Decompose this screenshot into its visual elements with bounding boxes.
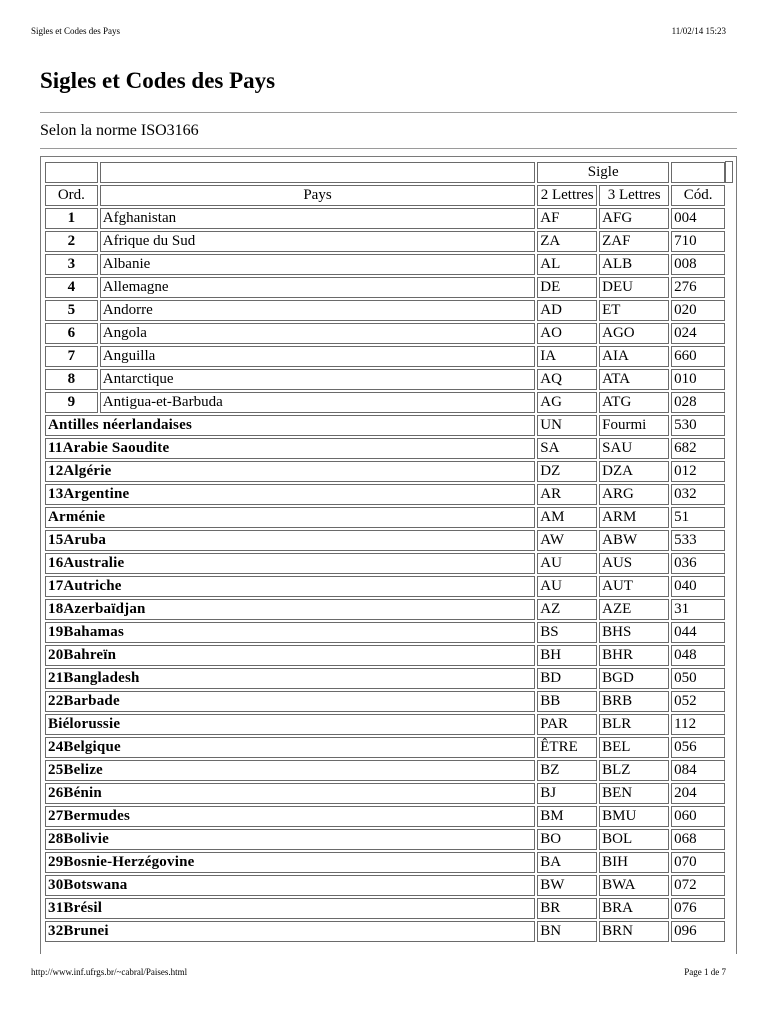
alpha3-cell: BRA	[599, 898, 669, 919]
alpha2-cell: BM	[537, 806, 597, 827]
country-cell: 20Bahreïn	[45, 645, 535, 666]
table-row	[45, 783, 725, 804]
print-footer-url: http://www.inf.ufrgs.br/~cabral/Paises.html	[31, 967, 188, 977]
alpha2-cell: AD	[537, 300, 597, 321]
alpha2-cell: IA	[537, 346, 597, 367]
alpha3-cell: AUS	[599, 553, 669, 574]
page-subtitle: Selon la norme ISO3166	[40, 122, 199, 139]
country-cell: Albanie	[100, 254, 535, 275]
numeric-code-cell: 032	[671, 484, 725, 505]
numeric-code-cell: 112	[671, 714, 725, 735]
table-row	[45, 921, 725, 942]
page-title: Sigles et Codes des Pays	[40, 68, 276, 93]
sigle-group-header: Sigle	[537, 162, 669, 183]
alpha2-cell: BO	[537, 829, 597, 850]
alpha3-cell: BMU	[599, 806, 669, 827]
table-row	[45, 645, 725, 666]
country-cell: 18Azerbaïdjan	[45, 599, 535, 620]
table-row	[45, 231, 725, 252]
numeric-code-cell: 682	[671, 438, 725, 459]
alpha2-cell: BR	[537, 898, 597, 919]
numeric-code-cell: 012	[671, 461, 725, 482]
print-header-datetime: 11/02/14 15:23	[671, 26, 726, 36]
numeric-code-cell: 060	[671, 806, 725, 827]
numeric-code-cell: 024	[671, 323, 725, 344]
table-frame	[40, 156, 737, 954]
ord-cell: 9	[45, 392, 98, 413]
alpha2-cell: AZ	[537, 599, 597, 620]
alpha3-cell: ATG	[599, 392, 669, 413]
alpha2-cell: ZA	[537, 231, 597, 252]
alpha2-cell: BA	[537, 852, 597, 873]
alpha3-cell: BHS	[599, 622, 669, 643]
country-cell: 27Bermudes	[45, 806, 535, 827]
numeric-code-cell: 276	[671, 277, 725, 298]
numeric-code-cell: 036	[671, 553, 725, 574]
alpha2-cell: BD	[537, 668, 597, 689]
table-row	[45, 668, 725, 689]
table-header-row	[45, 185, 725, 206]
alpha3-cell: BGD	[599, 668, 669, 689]
table-row	[45, 346, 725, 367]
table-row	[45, 737, 725, 758]
numeric-code-cell: 068	[671, 829, 725, 850]
title-divider	[40, 112, 737, 113]
numeric-code-cell: 530	[671, 415, 725, 436]
table-row	[45, 254, 725, 275]
alpha2-cell: DZ	[537, 461, 597, 482]
alpha3-cell: ABW	[599, 530, 669, 551]
alpha2-cell: BS	[537, 622, 597, 643]
country-cell: 19Bahamas	[45, 622, 535, 643]
table-row	[45, 530, 725, 551]
numeric-code-cell: 660	[671, 346, 725, 367]
header-2-lettres: 2 Lettres	[537, 185, 597, 206]
country-cell: Arménie	[45, 507, 535, 528]
country-cell: 12Algérie	[45, 461, 535, 482]
country-codes-table	[43, 160, 727, 944]
alpha2-cell: AU	[537, 576, 597, 597]
alpha3-cell: DEU	[599, 277, 669, 298]
ord-cell: 2	[45, 231, 98, 252]
numeric-code-cell: 040	[671, 576, 725, 597]
alpha3-cell: BRB	[599, 691, 669, 712]
country-cell: 29Bosnie-Herzégovine	[45, 852, 535, 873]
alpha3-cell: BIH	[599, 852, 669, 873]
table-row	[45, 553, 725, 574]
country-cell: 21Bangladesh	[45, 668, 535, 689]
country-cell: 25Belize	[45, 760, 535, 781]
alpha3-cell: AFG	[599, 208, 669, 229]
alpha2-cell: BN	[537, 921, 597, 942]
alpha3-cell: BLZ	[599, 760, 669, 781]
empty-header-cell	[671, 162, 725, 183]
scrollbar-stub[interactable]	[725, 161, 733, 183]
alpha3-cell: BWA	[599, 875, 669, 896]
numeric-code-cell: 072	[671, 875, 725, 896]
ord-cell: 5	[45, 300, 98, 321]
alpha3-cell: AZE	[599, 599, 669, 620]
numeric-code-cell: 052	[671, 691, 725, 712]
numeric-code-cell: 076	[671, 898, 725, 919]
country-cell: 16Australie	[45, 553, 535, 574]
country-cell: 17Autriche	[45, 576, 535, 597]
numeric-code-cell: 004	[671, 208, 725, 229]
country-cell: Andorre	[100, 300, 535, 321]
numeric-code-cell: 070	[671, 852, 725, 873]
alpha2-cell: AO	[537, 323, 597, 344]
table-row	[45, 392, 725, 413]
alpha2-cell: BZ	[537, 760, 597, 781]
numeric-code-cell: 096	[671, 921, 725, 942]
table-row	[45, 208, 725, 229]
country-cell: 11Arabie Saoudite	[45, 438, 535, 459]
country-cell: 15Aruba	[45, 530, 535, 551]
alpha3-cell: ATA	[599, 369, 669, 390]
country-cell: Antigua-et-Barbuda	[100, 392, 535, 413]
table-row	[45, 461, 725, 482]
numeric-code-cell: 31	[671, 599, 725, 620]
numeric-code-cell: 010	[671, 369, 725, 390]
alpha3-cell: BEN	[599, 783, 669, 804]
country-cell: Afrique du Sud	[100, 231, 535, 252]
ord-cell: 8	[45, 369, 98, 390]
table-row	[45, 576, 725, 597]
alpha2-cell: SA	[537, 438, 597, 459]
alpha3-cell: AUT	[599, 576, 669, 597]
numeric-code-cell: 710	[671, 231, 725, 252]
table-row	[45, 300, 725, 321]
table-row	[45, 323, 725, 344]
alpha3-cell: SAU	[599, 438, 669, 459]
alpha2-cell: AL	[537, 254, 597, 275]
table-row	[45, 599, 725, 620]
alpha3-cell: ARG	[599, 484, 669, 505]
alpha3-cell: BOL	[599, 829, 669, 850]
print-footer-page: Page 1 de 7	[684, 967, 726, 977]
country-cell: 13Argentine	[45, 484, 535, 505]
numeric-code-cell: 056	[671, 737, 725, 758]
numeric-code-cell: 533	[671, 530, 725, 551]
alpha2-cell: AW	[537, 530, 597, 551]
alpha3-cell: AGO	[599, 323, 669, 344]
alpha3-cell: BRN	[599, 921, 669, 942]
alpha2-cell: AQ	[537, 369, 597, 390]
country-cell: Anguilla	[100, 346, 535, 367]
numeric-code-cell: 020	[671, 300, 725, 321]
ord-cell: 4	[45, 277, 98, 298]
numeric-code-cell: 084	[671, 760, 725, 781]
numeric-code-cell: 050	[671, 668, 725, 689]
table-row	[45, 622, 725, 643]
table-row	[45, 415, 725, 436]
alpha2-cell: AM	[537, 507, 597, 528]
table-row	[45, 806, 725, 827]
alpha3-cell: ARM	[599, 507, 669, 528]
numeric-code-cell: 204	[671, 783, 725, 804]
country-cell: 22Barbade	[45, 691, 535, 712]
alpha3-cell: ALB	[599, 254, 669, 275]
country-cell: Afghanistan	[100, 208, 535, 229]
ord-cell: 7	[45, 346, 98, 367]
alpha2-cell: BH	[537, 645, 597, 666]
country-cell: 32Brunei	[45, 921, 535, 942]
country-cell: 31Brésil	[45, 898, 535, 919]
alpha3-cell: DZA	[599, 461, 669, 482]
alpha3-cell: BEL	[599, 737, 669, 758]
table-row	[45, 507, 725, 528]
header-ord: Ord.	[45, 185, 98, 206]
alpha2-cell: AR	[537, 484, 597, 505]
header-3-lettres: 3 Lettres	[599, 185, 669, 206]
country-cell: Allemagne	[100, 277, 535, 298]
table-row	[45, 898, 725, 919]
country-cell: Angola	[100, 323, 535, 344]
country-cell: Antarctique	[100, 369, 535, 390]
ord-cell: 1	[45, 208, 98, 229]
country-cell: Antilles néerlandaises	[45, 415, 535, 436]
alpha2-cell: BB	[537, 691, 597, 712]
table-row	[45, 852, 725, 873]
alpha2-cell: PAR	[537, 714, 597, 735]
table-row	[45, 369, 725, 390]
numeric-code-cell: 048	[671, 645, 725, 666]
country-cell: 28Bolivie	[45, 829, 535, 850]
alpha2-cell: AU	[537, 553, 597, 574]
alpha2-cell: AF	[537, 208, 597, 229]
table-group-header-row	[45, 162, 725, 183]
alpha3-cell: BLR	[599, 714, 669, 735]
numeric-code-cell: 008	[671, 254, 725, 275]
numeric-code-cell: 028	[671, 392, 725, 413]
ord-cell: 6	[45, 323, 98, 344]
alpha3-cell: Fourmi	[599, 415, 669, 436]
country-cell: 24Belgique	[45, 737, 535, 758]
alpha2-cell: BW	[537, 875, 597, 896]
alpha2-cell: DE	[537, 277, 597, 298]
table-row	[45, 691, 725, 712]
country-cell: 30Botswana	[45, 875, 535, 896]
table-row	[45, 875, 725, 896]
print-header-title: Sigles et Codes des Pays	[31, 26, 120, 36]
table-row	[45, 760, 725, 781]
alpha3-cell: ET	[599, 300, 669, 321]
header-code: Cód.	[671, 185, 725, 206]
empty-header-cell	[45, 162, 98, 183]
country-cell: Biélorussie	[45, 714, 535, 735]
subtitle-divider	[40, 148, 737, 149]
table-row	[45, 438, 725, 459]
table-row	[45, 714, 725, 735]
alpha2-cell: AG	[537, 392, 597, 413]
alpha2-cell: ÊTRE	[537, 737, 597, 758]
empty-header-cell	[100, 162, 535, 183]
table-row	[45, 277, 725, 298]
ord-cell: 3	[45, 254, 98, 275]
numeric-code-cell: 51	[671, 507, 725, 528]
table-row	[45, 829, 725, 850]
alpha3-cell: ZAF	[599, 231, 669, 252]
alpha2-cell: UN	[537, 415, 597, 436]
country-cell: 26Bénin	[45, 783, 535, 804]
alpha2-cell: BJ	[537, 783, 597, 804]
header-pays: Pays	[100, 185, 535, 206]
alpha3-cell: AIA	[599, 346, 669, 367]
numeric-code-cell: 044	[671, 622, 725, 643]
table-row	[45, 484, 725, 505]
alpha3-cell: BHR	[599, 645, 669, 666]
